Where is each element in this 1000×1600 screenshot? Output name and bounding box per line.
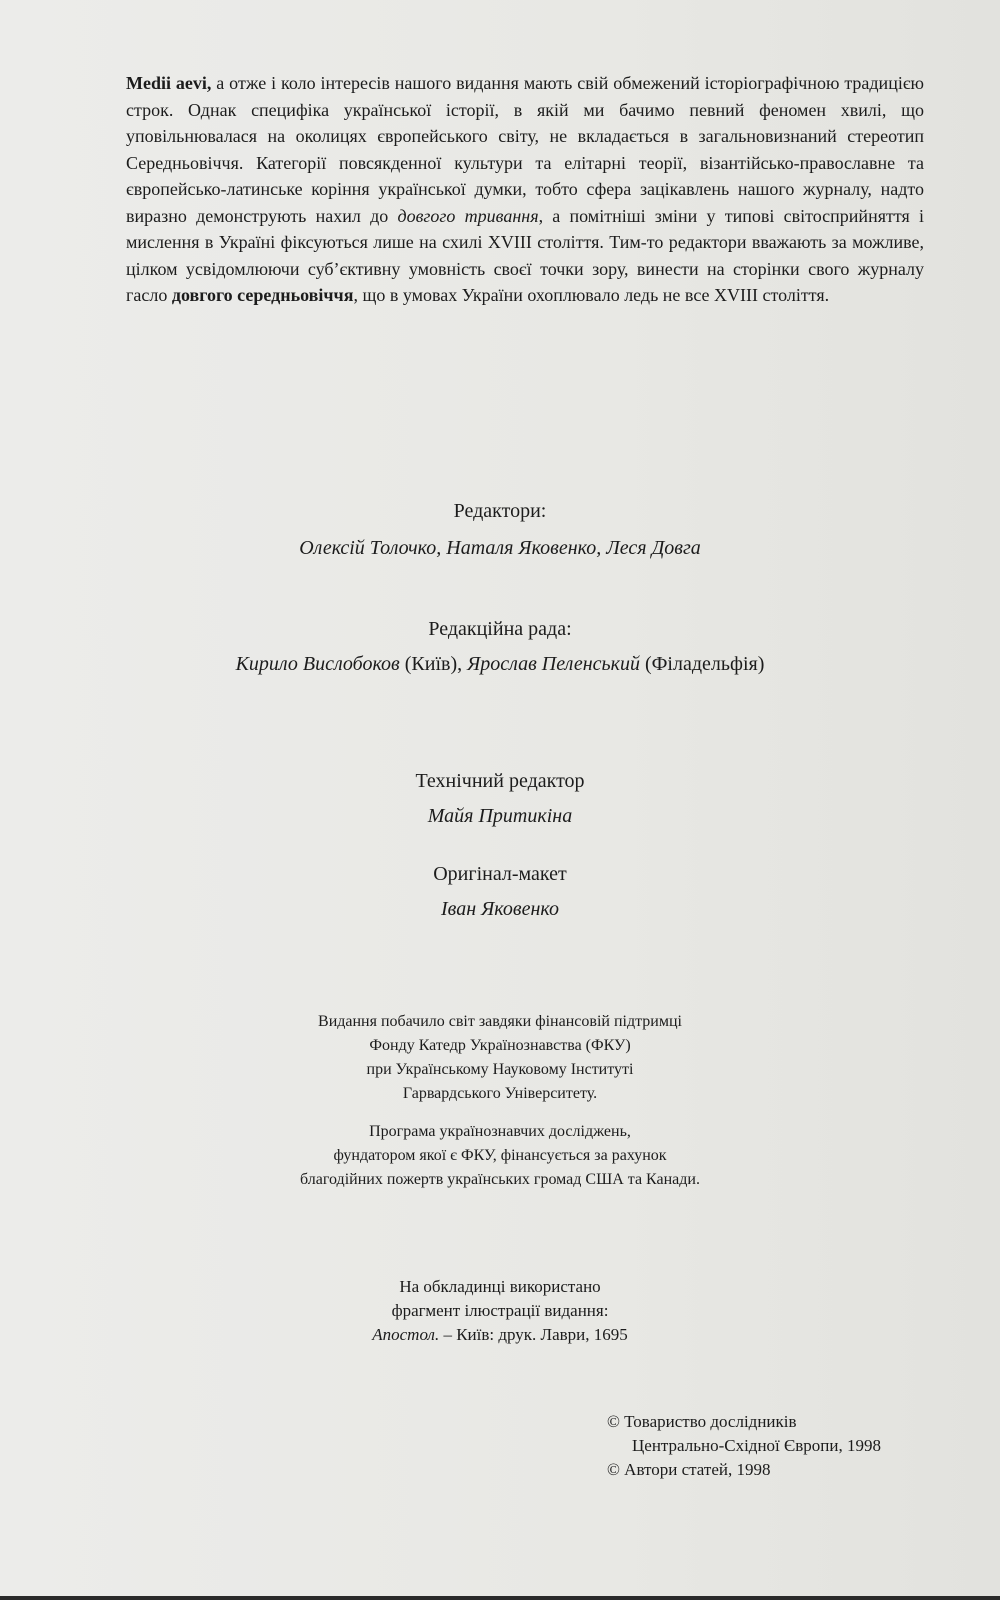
support-line: Гарвардського Університету.: [402, 1085, 598, 1102]
board-member-1-city: (Київ),: [399, 653, 468, 675]
program-line: Програма українознавчих досліджень,: [369, 1123, 631, 1140]
layout-maker-label: Оригінал-макет: [433, 863, 567, 885]
support-line: Видання побачило світ завдяки фінансовій підтримці: [318, 1013, 682, 1030]
copyright-block: [607, 1410, 881, 1482]
cover-note: [0, 1275, 1000, 1347]
cover-source: [0, 1323, 1000, 1347]
cover-line-2: фрагмент ілюстрації видання:: [391, 1301, 609, 1320]
program-notice: [0, 1120, 1000, 1192]
tech-editor-name: Майя Притикіна: [427, 805, 573, 827]
board-label: Редакційна рада:: [428, 618, 572, 640]
support-line: при Українському Науковому Інституті: [366, 1061, 634, 1078]
tech-editor-label: Технічний редактор: [415, 770, 585, 792]
intro-bold-phrase: довгого середньовіччя: [171, 285, 354, 305]
board-members: [0, 653, 1000, 676]
intro-paragraph: [126, 70, 924, 309]
editors-label: Редактори:: [453, 500, 547, 522]
board-member-2-city: (Філадельфія): [639, 653, 765, 675]
support-line: Фонду Катедр Українознавства (ФКУ): [369, 1037, 631, 1054]
layout-maker-name: Іван Яковенко: [441, 898, 559, 920]
copyright-line-2: Центрально-Східної Європи, 1998: [632, 1436, 881, 1455]
editors-names: Олексій Толочко, Наталя Яковенко, Леся Довга: [299, 537, 701, 559]
cover-line-1: На обкладинці використано: [399, 1277, 601, 1296]
page-bottom-edge: [0, 1596, 1000, 1600]
intro-text-3: , що в умовах України охоплювало ледь не все XVIII століття.: [353, 285, 830, 305]
intro-text-2: , а помітніші зміни у типові світосприйняття і мислення в Україні фіксуються лише на схилі XVIII століття. Тим-то редактори вважають за можливе, цілком усвідомлюючи суб’єктивну умовність своєї точки зору, винести на сторінки свого журналу гасло: [126, 205, 924, 305]
cover-source-details: – Київ: друк. Лаври, 1695: [439, 1325, 628, 1344]
program-line: благодійних пожертв українських громад США та Канади.: [300, 1171, 700, 1188]
copyright-line-3: © Автори статей, 1998: [607, 1460, 771, 1479]
bleed-through-title: [300, 425, 720, 503]
program-line: фундатором якої є ФКУ, фінансується за рахунок: [333, 1147, 667, 1164]
intro-text-1: а отже і коло інтересів нашого видання мають свій обмежений історіографічною традицією строк. Однак специфіка української історії, в якій ми бачимо певний феномен хвилі, що уповільнювалася на околицях європейського світу, не вкладається в загальновизнаний стереотип Середньовіччя. Категорії повсякденної культури та елітарні теорії, візантійсько-православне та європейсько-латинське коріння української думки, тобто сфера зацікавлень нашого журналу, надто виразно демонструють нахил до: [126, 73, 925, 226]
support-notice: [0, 1010, 1000, 1106]
cover-source-title: Апостол.: [372, 1325, 440, 1344]
board-member-1-name: Кирило Вислобоков: [235, 653, 400, 675]
copyright-line-1: © Товариство дослідників: [607, 1412, 797, 1431]
intro-lead: Medii aevi,: [126, 73, 212, 93]
intro-italic-phrase: довгого тривання: [397, 205, 539, 226]
board-member-2-name: Ярослав Пеленський: [467, 653, 640, 675]
